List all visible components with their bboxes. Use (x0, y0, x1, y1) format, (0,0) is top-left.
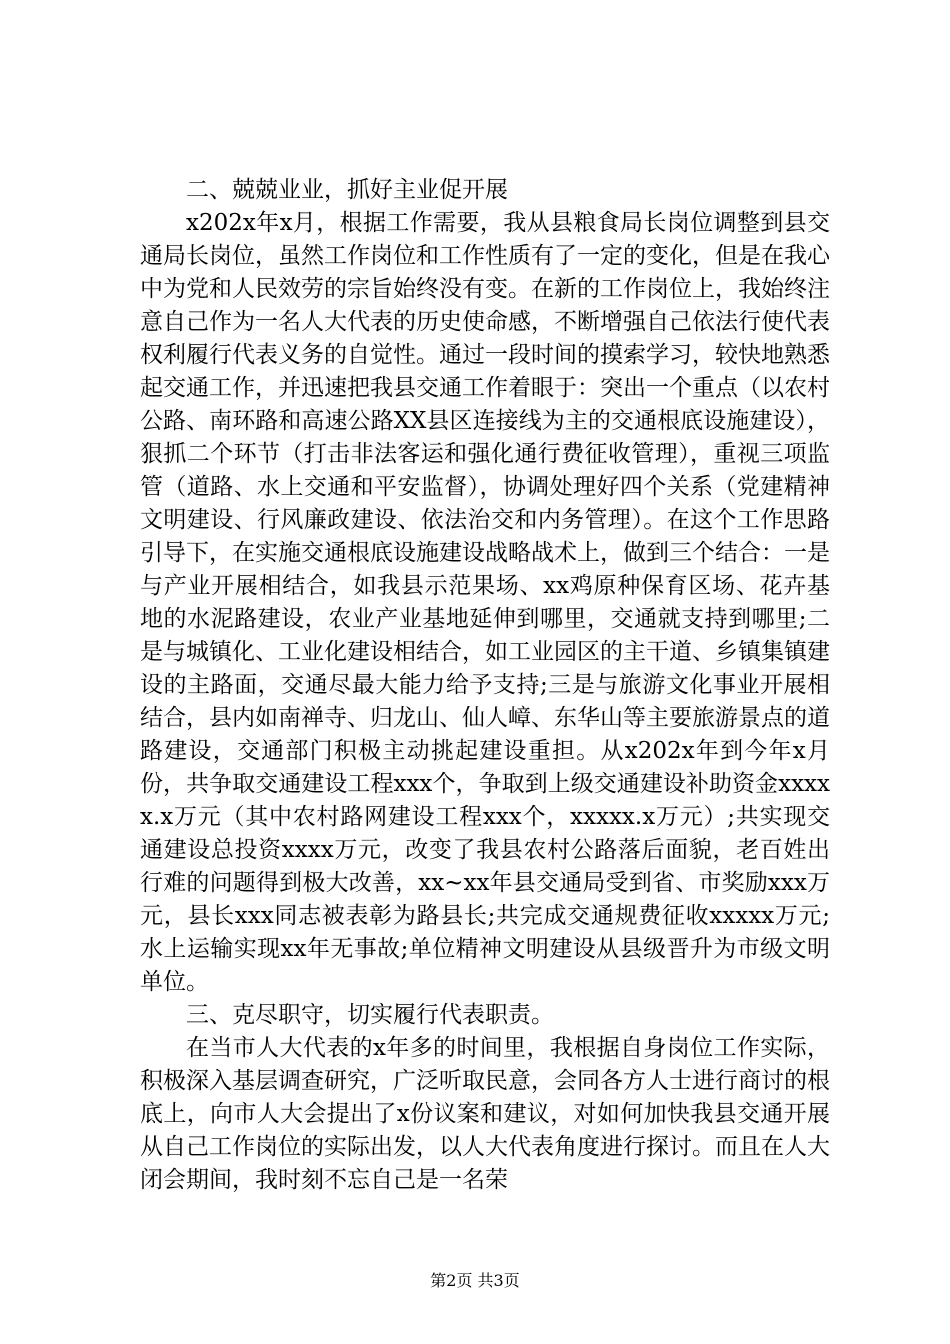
document-body (140, 174, 830, 1197)
paragraph-2: 在当市人大代表的x年多的时间里，我根据自身岗位工作实际，积极深入基层调查研究，广泛听取民意，会同各方人士进行商讨的根底上，向市人大会提出了x份议案和建议，对如何加快我县交通开展从自己工作岗位的实际出发，以人大代表角度进行探讨。而且在人大闭会期间，我时刻不忘自己是一名荣 (140, 1035, 830, 1193)
page-footer: 第2页 共3页 (430, 1271, 520, 1290)
section-heading-3: 三、克尽职守，切实履行代表职责。 (186, 1002, 554, 1028)
paragraph-1: x202x年x月，根据工作需要，我从县粮食局长岗位调整到县交通局长岗位，虽然工作岗位和工作性质有了一定的变化，但是在我心中为党和人民效劳的宗旨始终没有变。在新的工作岗位上，我始终注意自己作为一名人大代表的历史使命感，不断增强自己依法行使代表权利履行代表义务的自觉性。通过一段时间的摸索学习，较快地熟悉起交通工作，并迅速把我县交通工作着眼于：突出一个重点（以农村公路、南环路和高速公路XX县区连接线为主的交通根底设施建设），狠抓二个环节（打击非法客运和强化通行费征收管理），重视三项监管（道路、水上交通和平安监督），协调处理好四个关系（党建精神文明建设、行风廉政建设、依法治交和内务管理）。在这个工作思路引导下，在实施交通根底设施建设战略战术上，做到三个结合：一是与产业开展相结合，如我县示范果场、xx鸡原种保育区场、花卉基地的水泥路建设，农业产业基地延伸到哪里，交通就支持到哪里;二是与城镇化、工业化建设相结合，如工业园区的主干道、乡镇集镇建设的主路面，交通尽最大能力给予支持;三是与旅游文化事业开展相结合，县内如南禅寺、归龙山、仙人嶂、东华山等主要旅游景点的道路建设，交通部门积极主动挑起建设重担。从x202x年到今年x月份，共争取交通建设工程xxx个，争取到上级交通建设补助资金xxxxx.x万元（其中农村路网建设工程xxx个，xxxxx.x万元）;共实现交通建设总投资xxxx万元，改变了我县农村公路落后面貌，老百姓出行难的问题得到极大改善，xx~xx年县交通局受到省、市奖励xxx万元，县长xxx同志被表彰为路县长;共完成交通规费征收xxxxx万元;水上运输实现xx年无事故;单位精神文明建设从县级晋升为市级文明单位。 (140, 210, 830, 995)
section-heading-2: 二、兢兢业业，抓好主业促开展 (186, 177, 508, 203)
